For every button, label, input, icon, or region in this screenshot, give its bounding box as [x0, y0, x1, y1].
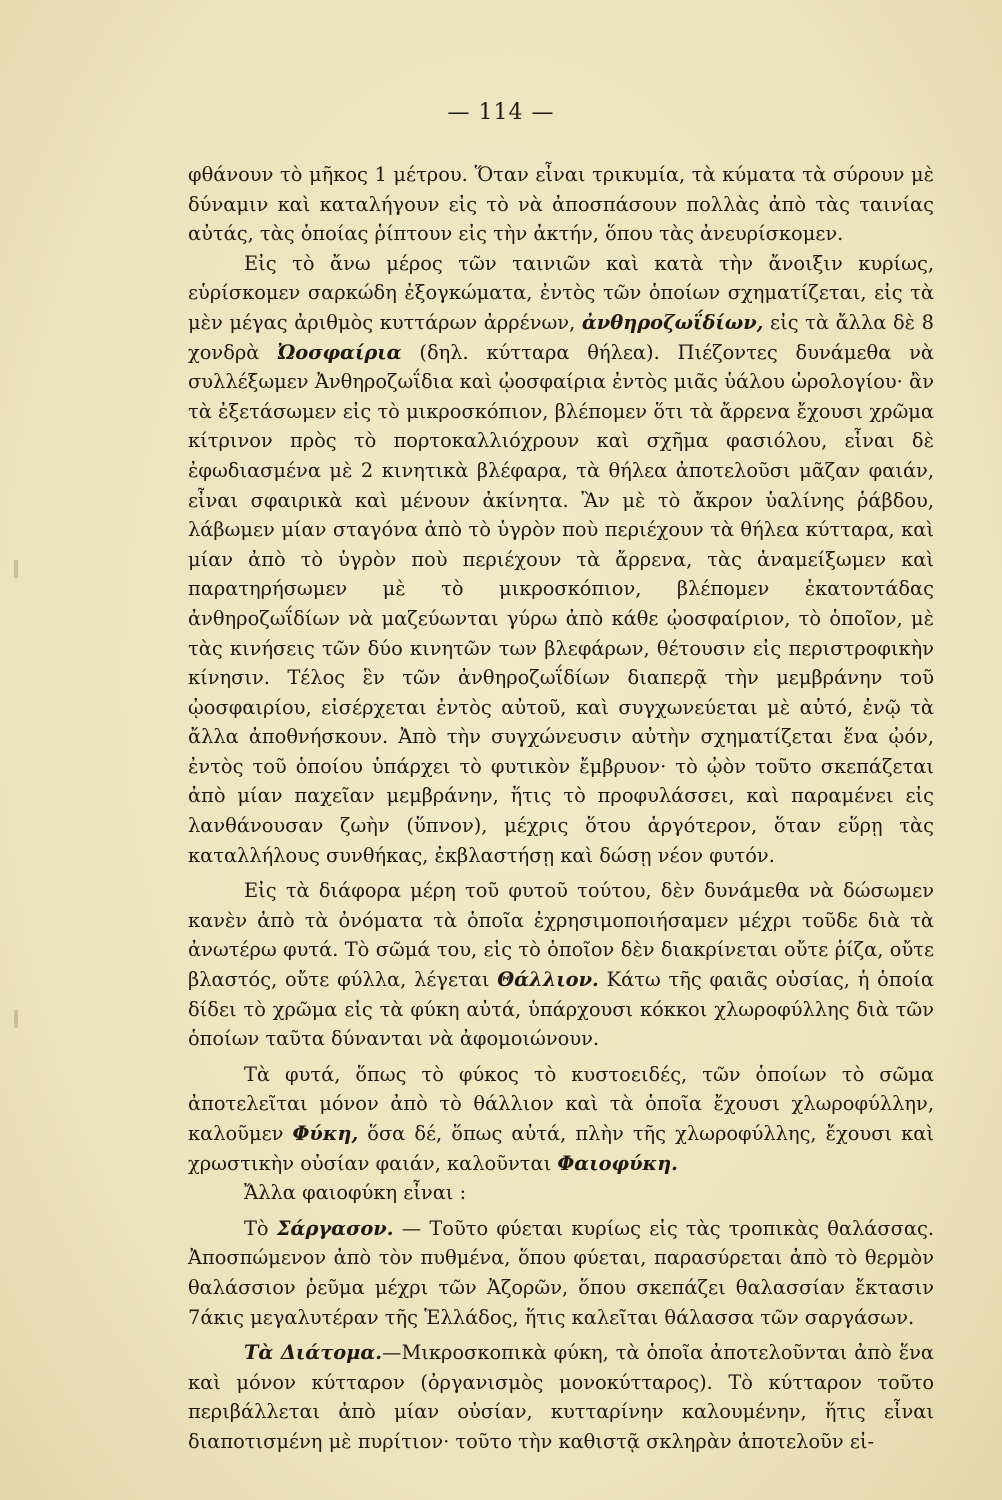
term-sargassum: Σάργασον. [276, 1216, 394, 1240]
paragraph-4: Τὰ φυτά, ὅπως τὸ φύκος τὸ κυστοειδές, τῶν ὁποίων τὸ σῶμα ἀποτελεῖται μόνον ἀπὸ τὸ θάλλιον καὶ τὰ ὁποῖα ἔχουσι χλωροφύλλην, καλοῦμεν Φύκη, ὅσα δέ, ὅπως αὐτά, πλὴν τῆς χλωροφύλλης, ἔχουσι καὶ χρωστικὴν οὐσίαν φαιάν, καλοῦνται Φαιοφύκη. [188, 1062, 934, 1175]
paragraph-3: Εἰς τὰ διάφορα μέρη τοῦ φυτοῦ τούτου, δὲν δυνάμεθα νὰ δώσωμεν κανὲν ἀπὸ τὰ ὀνόματα τὰ ὁποῖα ἐχρησιμοποιήσαμεν μέχρι τοῦδε διὰ τὰ ἀνωτέρω φυτά. Τὸ σῶμά του, εἰς τὸ ὁποῖον δὲν διακρίνεται οὔτε ῥίζα, οὔτε βλαστός, οὔτε φύλλα, λέγεται Θάλλιον. Κάτω τῆς φαιᾶς οὐσίας, ἡ ὁποία δίδει τὸ χρῶμα εἰς τὰ φύκη αὐτά, ὑπάρχουσι κόκκοι χλωροφύλλης διὰ τῶν ὁποίων ταῦτα δύνανται νὰ ἀφομοιώνουν. [188, 879, 934, 1051]
term-algae: Φύκη, [292, 1122, 359, 1145]
page-number: — 114 — [447, 100, 555, 125]
page-edge-mark [14, 560, 18, 578]
term-diatoms: Τὰ Διάτομα. [244, 1341, 383, 1365]
paragraph-7: Τὰ Διάτομα.—Μικροσκοπικὰ φύκη, τὰ ὁποῖα ἀποτελοῦνται ἀπὸ ἕνα καὶ μόνον κύτταρον (ὀργανισμὸς μονοκύτταρος). Τὸ κύτταρον τοῦτο περιβάλλεται ἀπὸ μίαν οὐσίαν, κυτταρίνην καλουμένην, ἥτις εἶναι διαποτισμένη μὲ πυρίτιον· τοῦτο τὴν καθιστᾷ σκληρὰν ἀποτελοῦν εἰ- [188, 1341, 935, 1453]
paragraph-2: Εἰς τὸ ἄνω μέρος τῶν ταινιῶν καὶ κατὰ τὴν ἄνοιξιν κυρίως, εὑρίσκομεν σαρκώδη ἐξογκώματα, ἐντὸς τῶν ὁποίων σχηματίζεται, εἰς τὰ μὲν μέγας ἀριθμὸς κυττάρων ἀρρένων, ἀνθηροζωΐδίων, εἰς τὰ ἄλλα δὲ 8 χονδρὰ Ὠοσφαίρια (δηλ. κύτταρα θήλεα). Πιέζοντες δυνάμεθα νὰ συλλέξωμεν Ἀνθηροζωΐδια καὶ ᾠοσφαίρια ἐντὸς μιᾶς ὑάλου ὡρολογίου· ἂν τὰ ἐξετάσωμεν εἰς τὸ μικροσκόπιον, βλέπομεν ὅτι τὰ ἄρρενα ἔχουσι χρῶμα κίτρινον πρὸς τὸ πορτοκαλλιόχρουν καὶ σχῆμα φασιόλου, εἶναι δὲ ἐφωδιασμένα μὲ 2 κινητικὰ βλέφαρα, τὰ θήλεα ἀποτελοῦσι μᾶζαν φαιάν, εἶναι σφαιρικὰ καὶ μένουν ἀκίνητα. Ἂν μὲ τὸ ἄκρον ὑαλίνης ῥάβδου, λάβωμεν μίαν σταγόνα ἀπὸ τὸ ὑγρὸν ποὺ περιέχουν τὰ θήλεα κύτταρα, καὶ μίαν ἀπὸ τὸ ὑγρὸν ποὺ περιέχουν τὰ ἄρρενα, τὰς ἀναμείξωμεν καὶ παρατηρήσωμεν μὲ τὸ μικροσκόπιον, βλέπομεν ἑκατοντάδας ἀνθηροζωΐδίων νὰ μαζεύωνται γύρω ἀπὸ κάθε ᾠοσφαίριον, τὸ ὁποῖον, μὲ τὰς κινήσεις τῶν δύο κινητῶν των βλεφάρων, θέτουσιν εἰς περιστροφικὴν κίνησιν. Τέλος ἓν τῶν ἀνθηροζωΐδίων διαπερᾷ τὴν μεμβράνην τοῦ ᾠοσφαιρίου, εἰσέρχεται ἐντὸς αὐτοῦ, καὶ συγχωνεύεται μὲ αὐτό, ἐνῷ τὰ ἄλλα ἀποθνήσκουν. Ἀπὸ τὴν συγχώνευσιν αὐτὴν σχηματίζεται ἕνα ᾠόν, ἐντὸς τοῦ ὁποίου ὑπάρχει τὸ φυτικὸν ἔμβρυον· τὸ ᾠὸν τοῦτο σκεπάζεται ἀπὸ μίαν παχεῖαν μεμβράνην, ἥτις τὸ προφυλάσσει, καὶ παραμένει εἰς λανθάνουσαν ζωὴν (ὕπνον), μέχρις ὅτου ἀργότερον, ὅταν εὕρῃ τὰς καταλλήλους συνθήκας, ἐκβλαστήσῃ καὶ δώσῃ νέον φυτόν. [188, 251, 934, 867]
term-brown-algae: Φαιοφύκη. [557, 1151, 678, 1175]
term-thallus: Θάλλιον. [497, 968, 599, 992]
paragraph-5: Ἄλλα φαιοφύκη εἶναι : [244, 1181, 467, 1205]
term-antherozoids: ἀνθηροζωΐδίων, [581, 310, 764, 334]
paragraph-6: Τὸ Σάργασον. — Τοῦτο φύεται κυρίως εἰς τὰς τροπικὰς θαλάσσας. Ἀποσπώμενον ἀπὸ τὸν πυθμένα, ὅπου φύεται, παρασύρεται ἀπὸ τὸ θερμὸν θαλάσσιον ῥεῦμα μέχρι τῶν Ἀζορῶν, ὅπου σκεπάζει θαλασσίαν ἔκτασιν 7άκις μεγαλυτέραν τῆς Ἑλλάδος, ἥτις καλεῖται θάλασσα τῶν σαργάσων. [188, 1216, 934, 1329]
term-oospheres: Ὠοσφαίρια [277, 340, 402, 364]
paragraph-1: φθάνουν τὸ μῆκος 1 μέτρου. Ὅταν εἶναι τρικυμία, τὰ κύματα τὰ σύρουν μὲ δύναμιν καὶ καταλήγουν εἰς τὸ νὰ ἀποσπάσουν πολλὰς ἀπὸ τὰς ταινίας αὐτάς, τὰς ὁποίας ῥίπτουν εἰς τὴν ἀκτήν, ὅπου τὰς ἀνευρίσκομεν. [188, 163, 934, 246]
body-text [188, 160, 934, 1457]
page-edge-mark [14, 1010, 18, 1028]
